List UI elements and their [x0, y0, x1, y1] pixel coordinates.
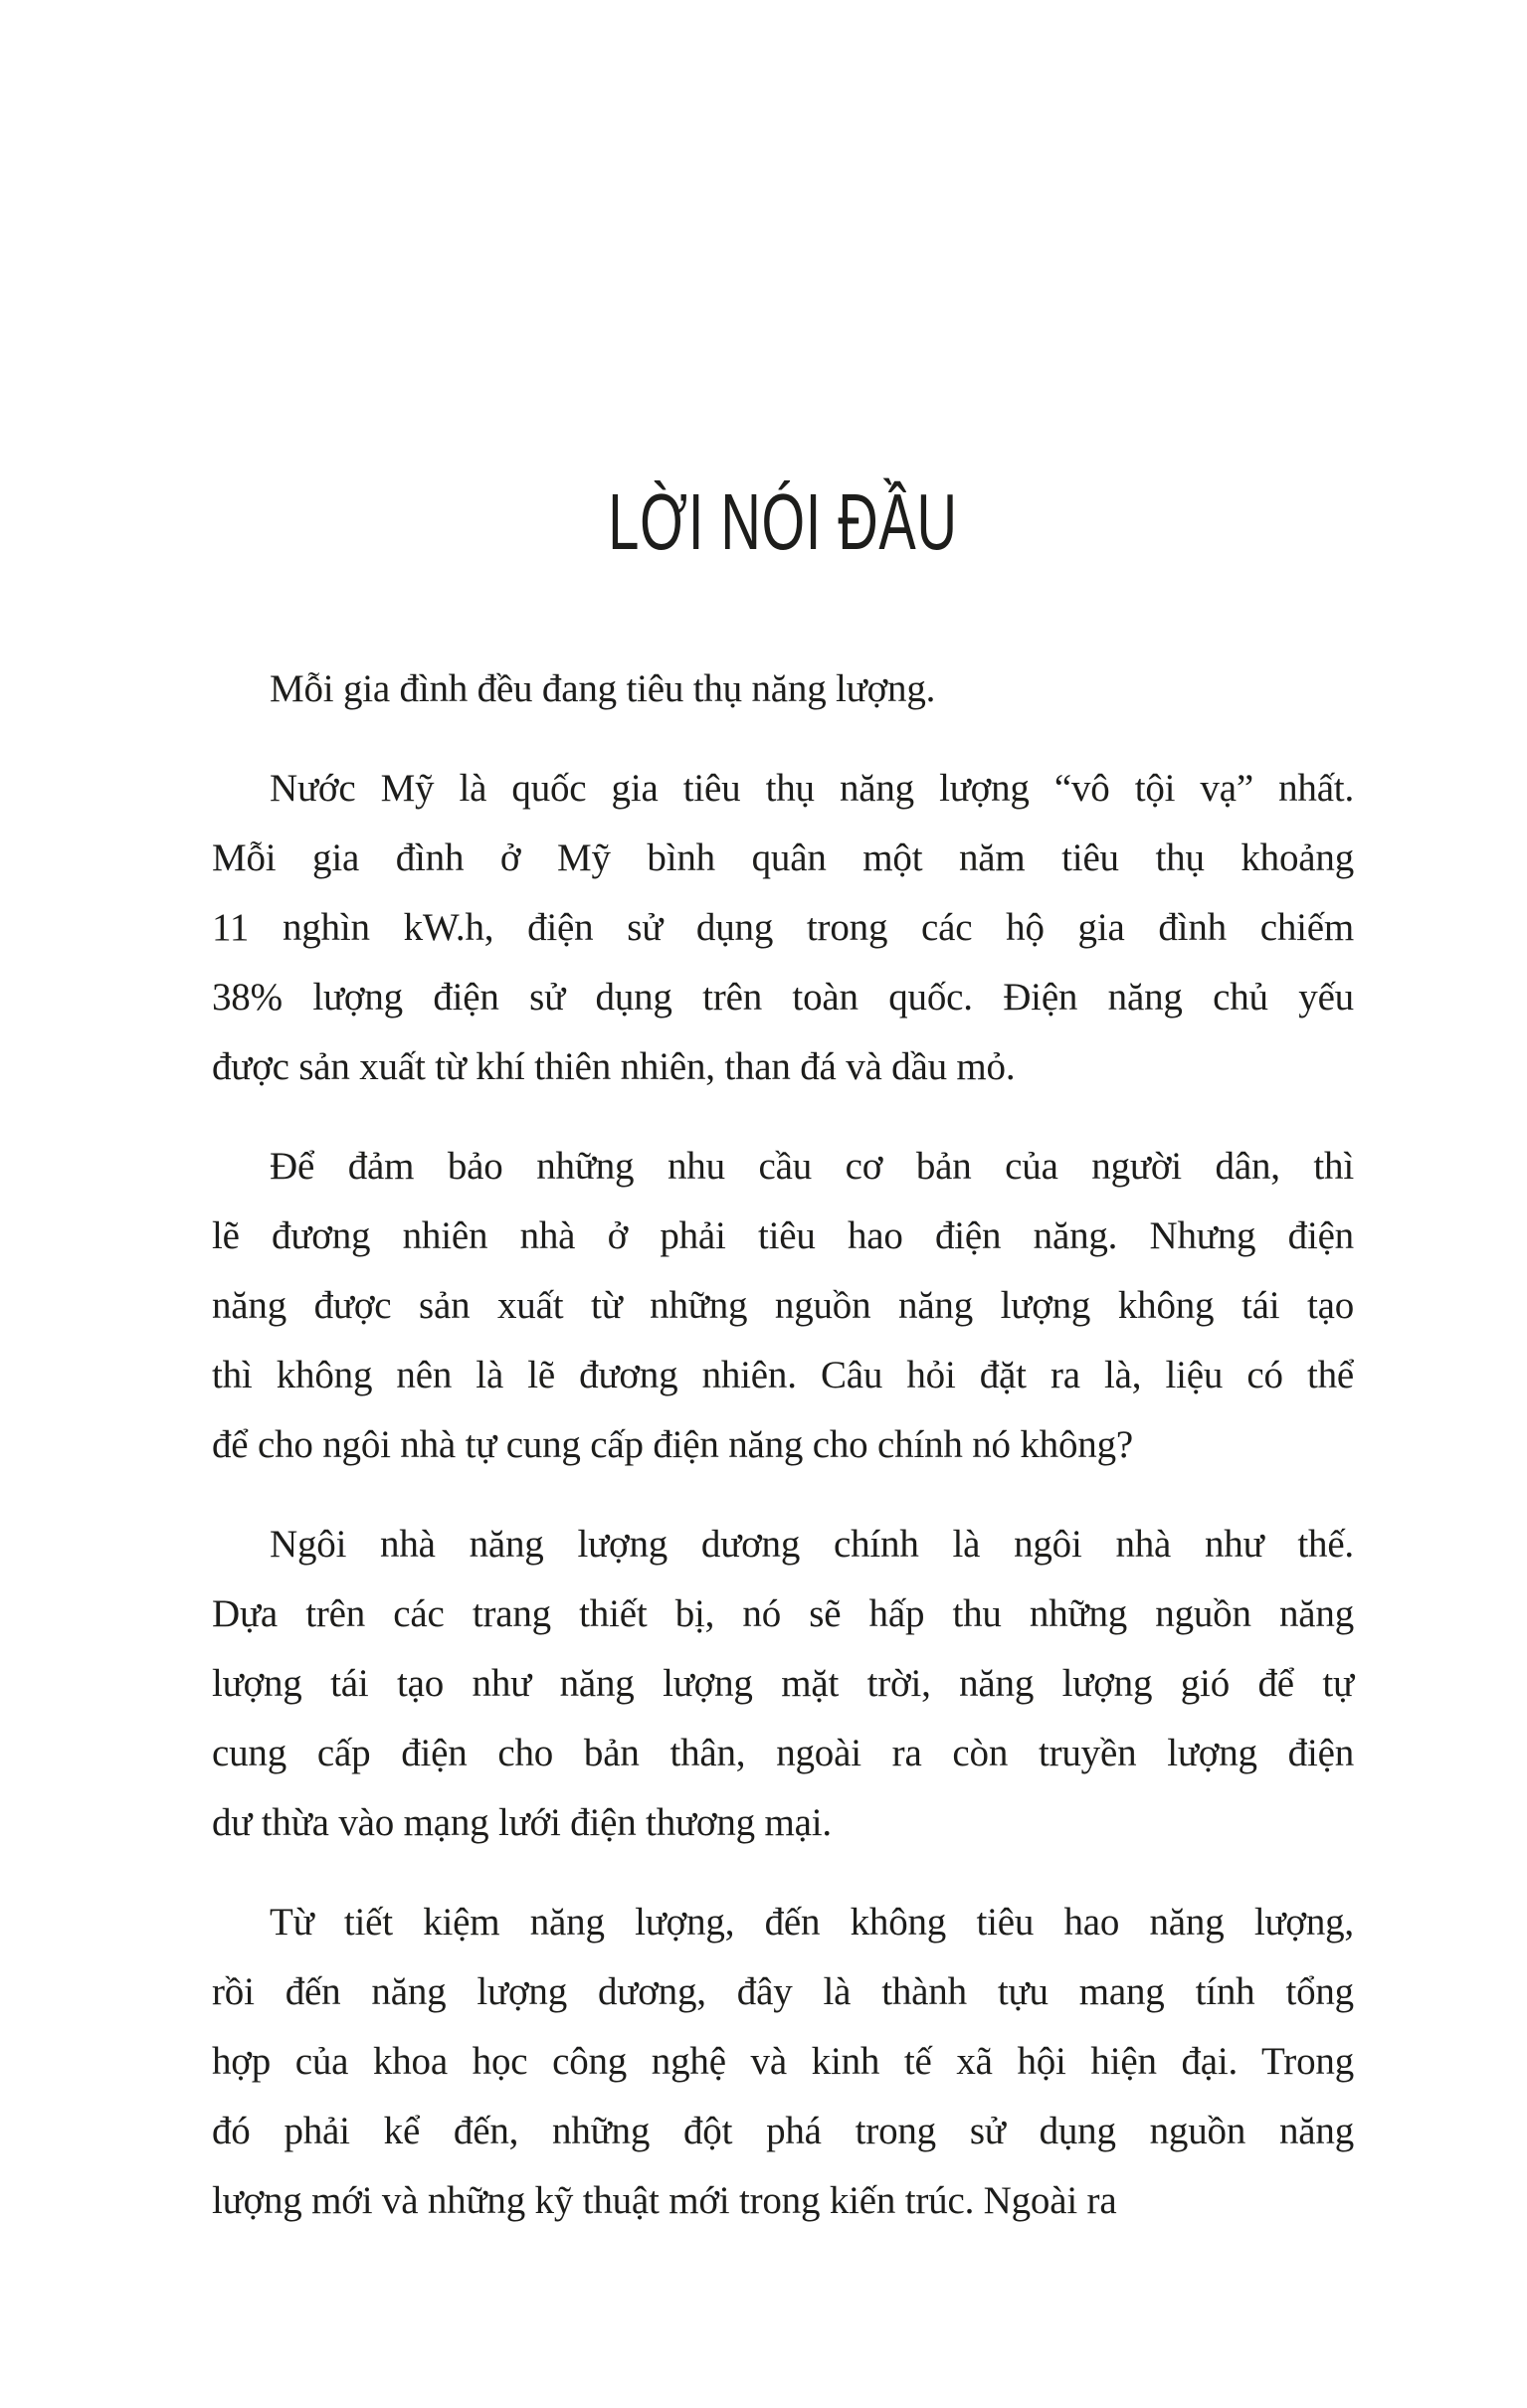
- body-line: dư thừa vào mạng lưới điện thương mại.: [212, 1801, 832, 1844]
- body-line: lượng tái tạo như năng lượng mặt trời, năng lượng gió để tự: [212, 1662, 1354, 1705]
- paragraph: [212, 1132, 1354, 1480]
- page-title: [212, 477, 1354, 566]
- body-line: được sản xuất từ khí thiên nhiên, than đá và dầu mỏ.: [212, 1045, 1016, 1088]
- body-line: Mỗi gia đình ở Mỹ bình quân một năm tiêu thụ khoảng: [212, 836, 1354, 879]
- body-line: Ngôi nhà năng lượng dương chính là ngôi nhà như thế.: [270, 1523, 1354, 1566]
- body-line: thì không nên là lẽ đương nhiên. Câu hỏi đặt ra là, liệu có thể: [212, 1354, 1354, 1396]
- body-line: Mỗi gia đình đều đang tiêu thụ năng lượng.: [270, 667, 936, 710]
- page-title-text: LỜI NÓI ĐẦU: [608, 477, 958, 566]
- body-line: năng được sản xuất từ những nguồn năng lượng không tái tạo: [212, 1284, 1354, 1327]
- body-line: hợp của khoa học công nghệ và kinh tế xã hội hiện đại. Trong: [212, 2040, 1354, 2083]
- body-line: đó phải kể đến, những đột phá trong sử dụng nguồn năng: [212, 2110, 1354, 2152]
- body-line: cung cấp điện cho bản thân, ngoài ra còn truyền lượng điện: [212, 1732, 1354, 1774]
- body-line: 11 nghìn kW.h, điện sử dụng trong các hộ gia đình chiếm: [212, 906, 1354, 949]
- body-line: rồi đến năng lượng dương, đây là thành tựu mang tính tổng: [212, 1970, 1354, 2013]
- body-line: lẽ đương nhiên nhà ở phải tiêu hao điện năng. Nhưng điện: [212, 1214, 1354, 1257]
- body-line: 38% lượng điện sử dụng trên toàn quốc. Điện năng chủ yếu: [212, 976, 1354, 1019]
- paragraph: [212, 1888, 1354, 2236]
- paragraph: [212, 754, 1354, 1102]
- body-line: để cho ngôi nhà tự cung cấp điện năng cho chính nó không?: [212, 1423, 1133, 1466]
- body-line: Dựa trên các trang thiết bị, nó sẽ hấp thu những nguồn năng: [212, 1592, 1354, 1635]
- body-line: Nước Mỹ là quốc gia tiêu thụ năng lượng “vô tội vạ” nhất.: [270, 767, 1354, 810]
- paragraph: [212, 654, 1354, 724]
- paragraph: [212, 1510, 1354, 1858]
- body-line: lượng mới và những kỹ thuật mới trong kiến trúc. Ngoài ra: [212, 2179, 1117, 2222]
- body-line: Để đảm bảo những nhu cầu cơ bản của người dân, thì: [270, 1145, 1354, 1188]
- body-text: [212, 654, 1354, 2236]
- body-line: Từ tiết kiệm năng lượng, đến không tiêu hao năng lượng,: [270, 1901, 1354, 1944]
